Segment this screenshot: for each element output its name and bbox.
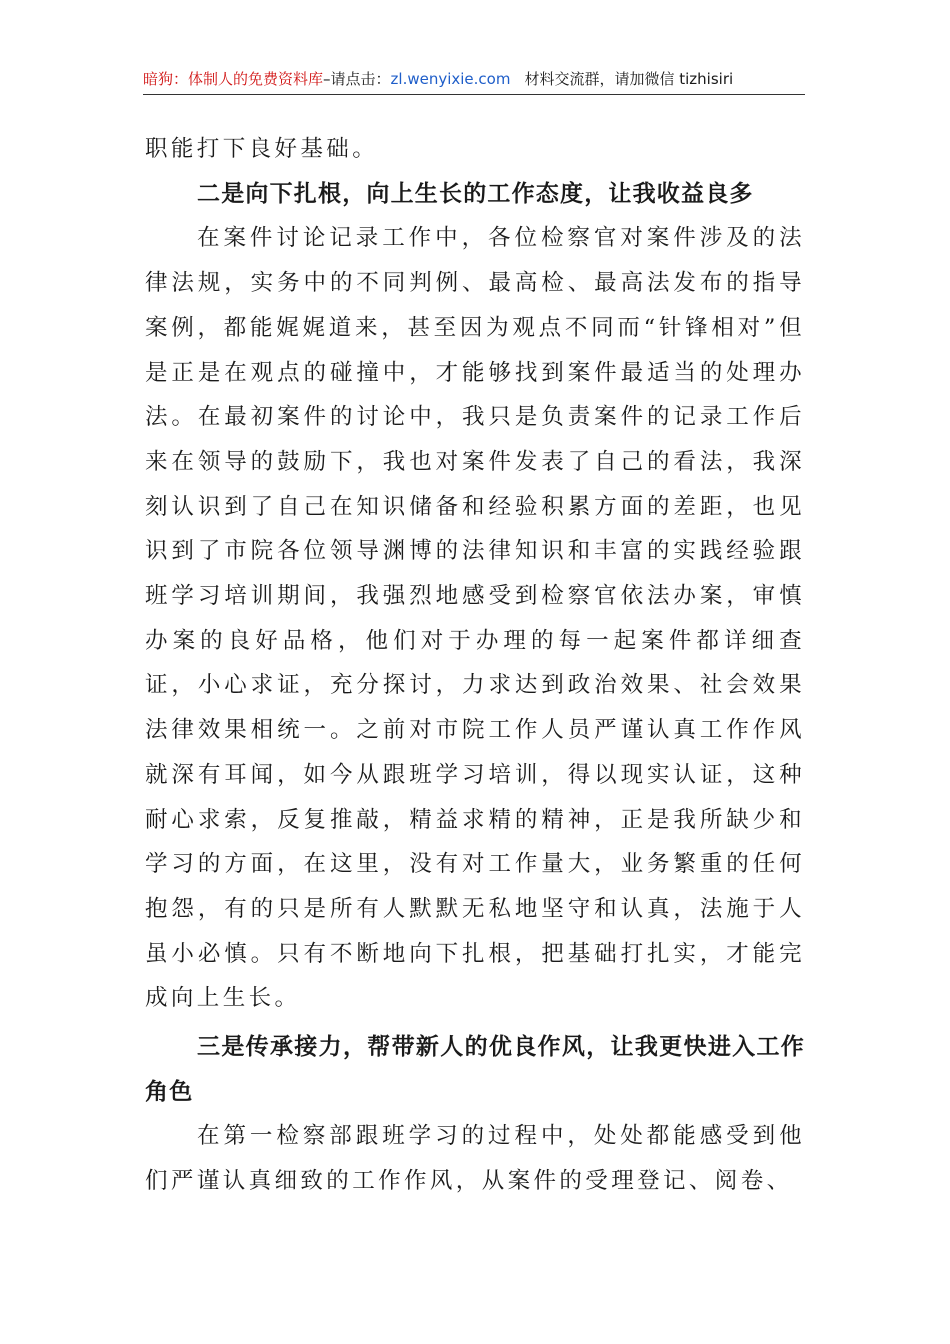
header-brand: 暗狗：体制人的免费资料库 — [143, 70, 324, 88]
document-body — [145, 127, 805, 1204]
page-header — [143, 68, 805, 95]
paragraph-section-2: 在案件讨论记录工作中，各位检察官对案件涉及的法律法规，实务中的不同判例、最高检、最高法发布的指导案例，都能娓娓道来，甚至因为观点不同而“针锋相对”但是正是在观点的碰撞中，才能够找到案件最适当的处理办法。在最初案件的讨论中，我只是负责案件的记录工作后来在领导的鼓励下，我也对案件发表了自己的看法，我深刻认识到了自己在知识储备和经验积累方面的差距，也见识到了市院各位领导渊博的法律知识和丰富的实践经验跟班学习培训期间，我强烈地感受到检察官依法办案，审慎办案的良好品格，他们对于办理的每一起案件都详细查证，小心求证，充分探讨，力求达到政治效果、社会效果法律效果相统一。之前对市院工作人员严谨认真工作作风就深有耳闻，如今从跟班学习培训，得以现实认证，这种耐心求索，反复推敲，精益求精的精神，正是我所缺少和学习的方面，在这里，没有对工作量大，业务繁重的任何抱怨，有的只是所有人默默无私地坚守和认真，法施于人虽小必慎。只有不断地向下扎根，把基础打扎实，才能完成向上生长。 — [145, 225, 805, 1012]
header-url-link[interactable]: zl.wenyixie.com — [390, 70, 511, 88]
paragraph-section-3: 在第一检察部跟班学习的过程中，处处都能感受到他们严谨认真细致的工作作风，从案件的受理登记、阅卷、 — [145, 1123, 805, 1195]
header-click-label: –请点击： — [323, 70, 391, 88]
section-heading-3: 三是传承接力，帮带新人的优良作风，让我更快进入工作角色 — [145, 1034, 805, 1105]
section-heading-2: 二是向下扎根，向上生长的工作态度，让我收益良多 — [197, 180, 754, 207]
paragraph-intro: 职能打下良好基础。 — [145, 136, 379, 162]
header-group-text: 材料交流群，请加微信 tizhisiri — [524, 70, 734, 88]
